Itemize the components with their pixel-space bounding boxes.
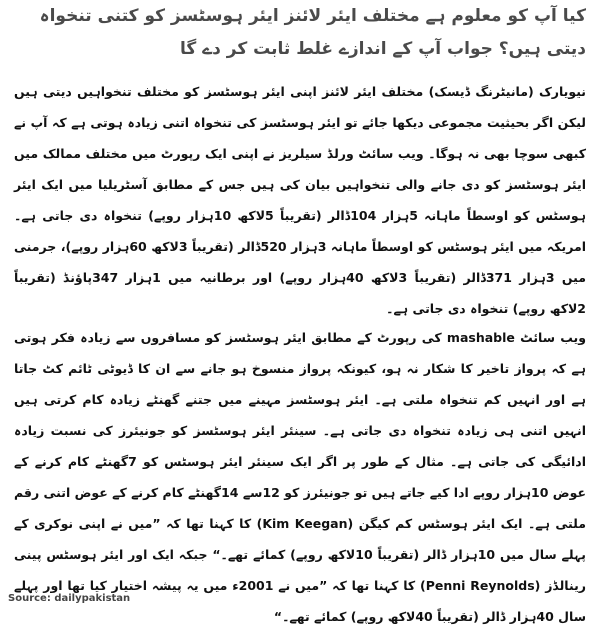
article-paragraph-1: نیویارک (مانیٹرنگ ڈیسک) مختلف ایئر لائنز اپنی ایئر ہوسٹسز کو مختلف تنخواہیں دیتی ہیں لیکن اگر بحیثیت مجموعی دیکھا جائے تو ایئر ہوسٹسز کی تنخواہ اتنی زیادہ ہوتی ہے کہ آپ نے کبھی سوچا بھی نہ ہوگا۔ ویب سائٹ ورلڈ سیلریز نے اپنی ایک رپورٹ میں مختلف ممالک میں ایئر ہوسٹسز کو دی جانے والی تنخواہیں بیان کی ہیں جس کے مطابق آسٹریلیا میں ایک ایئر ہوسٹس کو اوسطاً ماہانہ 5ہزار 104ڈالر (تقریباً 5لاکھ 10ہزار روپے) تنخواہ دی جاتی ہے۔ امریکہ میں ایئر ہوسٹس کو اوسطاً ماہانہ 3ہزار 520ڈالر (تقریباً 3لاکھ 60ہزار روپے)، جرمنی میں 3ہزار 371ڈالر (تقریباً 3لاکھ 40ہزار روپے) اور برطانیہ میں 1ہزار 347پاؤنڈ (تقریباً 2لاکھ روپے) تنخواہ دی جاتی ہے۔ xyxy=(14,84,587,316)
source-credit: Source: dailypakistan xyxy=(8,593,131,604)
article-paragraph-2: ویب سائٹ mashable کی رپورٹ کے مطابق ایئر ہوسٹسز کو مسافروں سے زیادہ فکر ہوتی ہے کہ پرواز تاخیر کا شکار نہ ہو، کیونکہ پرواز منسوخ ہو جانے سے ان کا ڈیوٹی ٹائم کٹ جاتا ہے اور انہیں کم تنخواہ ملتی ہے۔ ایئر ہوسٹسز مہینے میں جتنے گھنٹے زیادہ کام کرتی ہیں انہیں اتنی ہی زیادہ تنخواہ دی جاتی ہے۔ سینئر ایئر ہوسٹسز کو جونیئرز کی نسبت زیادہ ادائیگی کی جاتی ہے۔ مثال کے طور پر اگر ایک سینئر ایئر ہوسٹس کو 7گھنٹے کام کرنے کے عوض 10ہزار روپے ادا کیے جاتے ہیں تو جونیئرز کو 12سے 14گھنٹے کام کرنے کے عوض اتنی رقم ملتی ہے۔ ایک ایئر ہوسٹس کم کیگن (Kim Keegan) کا کہنا تھا کہ ”میں نے اپنی نوکری کے پہلے سال میں 10ہزار ڈالر (تقریباً 10لاکھ روپے) کمائے تھے۔“ جبکہ ایک اور ایئر ہوسٹس پینی رینالڈز (Penni Reynolds) کا کہنا تھا کہ ”میں نے 2001ء میں یہ پیشہ اختیار کیا تھا اور پہلے سال 40ہزار ڈالر (تقریباً 40لاکھ روپے) کمائے تھے۔“ xyxy=(14,330,587,624)
article-title: کیا آپ کو معلوم ہے مختلف ایئر لائنز ایئر ہوسٹسز کو کتنی تنخواہ دیتی ہیں؟ جواب آپ کے اندازے غلط ثابت کر دے گا xyxy=(39,6,586,59)
